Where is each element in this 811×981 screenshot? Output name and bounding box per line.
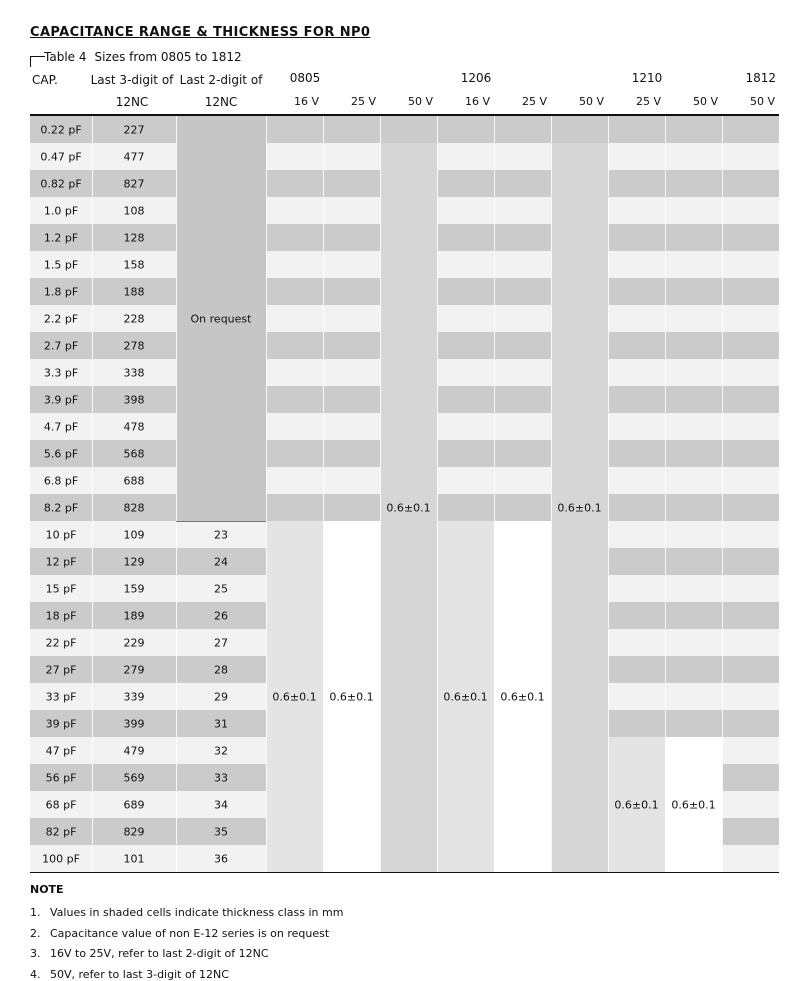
column-separator bbox=[722, 116, 723, 872]
last2-value: 28 bbox=[214, 663, 228, 676]
cap-value: 5.6 pF bbox=[43, 447, 79, 460]
on-request-label: On request bbox=[190, 312, 252, 325]
cap-value: 18 pF bbox=[45, 609, 77, 622]
thickness-0805-25v: 0.6±0.1 bbox=[329, 690, 374, 703]
last3-value: 158 bbox=[123, 258, 145, 271]
note-text: 50V, refer to last 3-digit of 12NC bbox=[50, 967, 229, 981]
cap-value: 1.8 pF bbox=[43, 285, 79, 298]
last3-value: 128 bbox=[123, 231, 145, 244]
cap-value: 68 pF bbox=[45, 798, 77, 811]
header-voltage: 25 V bbox=[350, 95, 376, 108]
on-request-underline bbox=[176, 521, 266, 522]
last2-value: 26 bbox=[214, 609, 228, 622]
header-cap: CAP. bbox=[32, 73, 58, 87]
header-voltage: 25 V bbox=[635, 95, 661, 108]
last3-value: 398 bbox=[123, 393, 145, 406]
cap-value: 100 pF bbox=[42, 852, 80, 865]
last3-value: 689 bbox=[123, 798, 145, 811]
last3-value: 159 bbox=[123, 582, 145, 595]
last3-value: 477 bbox=[123, 150, 145, 163]
cap-value: 47 pF bbox=[45, 744, 77, 757]
column-separator bbox=[665, 116, 666, 872]
last2-value: 29 bbox=[214, 690, 228, 703]
thickness-1210-50v: 0.6±0.1 bbox=[671, 798, 716, 811]
cap-value: 6.8 pF bbox=[43, 474, 79, 487]
header-voltage: 16 V bbox=[464, 95, 490, 108]
column-separator bbox=[608, 116, 609, 872]
column-separator bbox=[437, 116, 438, 872]
column-separator bbox=[494, 116, 495, 872]
cap-value: 56 pF bbox=[45, 771, 77, 784]
last2-value: 27 bbox=[214, 636, 228, 649]
header-size-1206: 1206 bbox=[460, 71, 492, 85]
last3-value: 478 bbox=[123, 420, 145, 433]
cap-value: 22 pF bbox=[45, 636, 77, 649]
note-item bbox=[30, 947, 269, 960]
cap-value: 33 pF bbox=[45, 690, 77, 703]
last2-value: 23 bbox=[214, 528, 228, 541]
table-number: Table 4 bbox=[44, 50, 87, 64]
last3-value: 188 bbox=[123, 285, 145, 298]
table-sizes: Sizes from 0805 to 1812 bbox=[94, 50, 242, 64]
last3-value: 279 bbox=[123, 663, 145, 676]
header-voltage: 50 V bbox=[692, 95, 718, 108]
header-voltage: 25 V bbox=[521, 95, 547, 108]
note-heading: NOTE bbox=[30, 883, 64, 896]
last2-value: 34 bbox=[214, 798, 228, 811]
header-size-1812: 1812 bbox=[745, 71, 776, 85]
cap-value: 82 pF bbox=[45, 825, 77, 838]
column-separator bbox=[380, 116, 381, 872]
header-rule bbox=[30, 114, 779, 116]
last3-value: 828 bbox=[123, 501, 145, 514]
last3-value: 229 bbox=[123, 636, 145, 649]
last3-value: 227 bbox=[123, 123, 145, 136]
last2-value: 36 bbox=[214, 852, 228, 865]
header-last2-12nc: 12NC bbox=[204, 95, 238, 109]
cap-value: 2.2 pF bbox=[43, 312, 79, 325]
thickness-1210-25v: 0.6±0.1 bbox=[614, 798, 659, 811]
note-item bbox=[30, 968, 229, 981]
note-number: 4. bbox=[30, 967, 41, 981]
cap-value: 27 pF bbox=[45, 663, 77, 676]
table-label bbox=[44, 50, 242, 64]
thickness-1206-25v: 0.6±0.1 bbox=[500, 690, 545, 703]
last3-value: 479 bbox=[123, 744, 145, 757]
cap-value: 4.7 pF bbox=[43, 420, 79, 433]
cap-value: 8.2 pF bbox=[43, 501, 79, 514]
table-bottom-rule bbox=[30, 872, 779, 873]
thickness-0805-16v: 0.6±0.1 bbox=[272, 690, 317, 703]
last2-value: 33 bbox=[214, 771, 228, 784]
cap-value: 0.47 pF bbox=[40, 150, 82, 163]
thickness-1206-16v: 0.6±0.1 bbox=[443, 690, 488, 703]
thickness-0805-50v: 0.6±0.1 bbox=[386, 501, 431, 514]
column-separator bbox=[266, 116, 267, 872]
last3-value: 829 bbox=[123, 825, 145, 838]
header-voltage: 16 V bbox=[293, 95, 319, 108]
cap-value: 3.9 pF bbox=[43, 393, 79, 406]
last3-value: 338 bbox=[123, 366, 145, 379]
header-last2: Last 2-digit of bbox=[179, 73, 263, 87]
header-voltage: 50 V bbox=[578, 95, 604, 108]
table-label-bracket bbox=[30, 56, 45, 67]
last3-value: 189 bbox=[123, 609, 145, 622]
header-voltage: 50 V bbox=[749, 95, 775, 108]
cap-value: 0.22 pF bbox=[40, 123, 82, 136]
column-separator bbox=[551, 116, 552, 872]
page-title: CAPACITANCE RANGE & THICKNESS FOR NP0 bbox=[30, 25, 371, 40]
last3-value: 109 bbox=[123, 528, 145, 541]
last2-value: 25 bbox=[214, 582, 228, 595]
last3-value: 569 bbox=[123, 771, 145, 784]
column-separator bbox=[92, 116, 93, 872]
note-number: 3. bbox=[30, 947, 41, 960]
cap-value: 1.2 pF bbox=[43, 231, 79, 244]
last3-value: 827 bbox=[123, 177, 145, 190]
cap-value: 3.3 pF bbox=[43, 366, 79, 379]
column-separator bbox=[323, 116, 324, 872]
header-last3: Last 3-digit of bbox=[90, 73, 174, 87]
note-text: 16V to 25V, refer to last 2-digit of 12NC bbox=[50, 947, 269, 960]
last3-value: 399 bbox=[123, 717, 145, 730]
last2-value: 24 bbox=[214, 555, 228, 568]
last3-value: 688 bbox=[123, 474, 145, 487]
cap-value: 1.0 pF bbox=[43, 204, 79, 217]
column-separator bbox=[176, 116, 177, 872]
cap-value: 12 pF bbox=[45, 555, 77, 568]
cap-value: 10 pF bbox=[45, 528, 77, 541]
last3-value: 568 bbox=[123, 447, 145, 460]
note-number: 1. bbox=[30, 906, 41, 919]
header-voltage: 50 V bbox=[407, 95, 433, 108]
cap-value: 1.5 pF bbox=[43, 258, 79, 271]
cap-value: 2.7 pF bbox=[43, 339, 79, 352]
last3-value: 101 bbox=[123, 852, 145, 865]
last3-value: 129 bbox=[123, 555, 145, 568]
last2-value: 32 bbox=[214, 744, 228, 757]
cap-value: 15 pF bbox=[45, 582, 77, 595]
last2-value: 31 bbox=[214, 717, 228, 730]
last2-value: 35 bbox=[214, 825, 228, 838]
thickness-1206-50v: 0.6±0.1 bbox=[557, 501, 602, 514]
header-size-1210: 1210 bbox=[631, 71, 663, 85]
last3-value: 339 bbox=[123, 690, 145, 703]
last3-value: 278 bbox=[123, 339, 145, 352]
note-item bbox=[30, 927, 329, 940]
last3-value: 108 bbox=[123, 204, 145, 217]
note-text: Capacitance value of non E-12 series is on request bbox=[50, 926, 330, 940]
note-item bbox=[30, 906, 343, 919]
note-number: 2. bbox=[30, 926, 41, 940]
cap-value: 0.82 pF bbox=[40, 177, 82, 190]
last3-value: 228 bbox=[123, 312, 145, 325]
cap-value: 39 pF bbox=[45, 717, 77, 730]
header-last3-12nc: 12NC bbox=[115, 95, 149, 109]
note-text: Values in shaded cells indicate thickness class in mm bbox=[50, 906, 344, 919]
header-size-0805: 0805 bbox=[289, 71, 321, 85]
